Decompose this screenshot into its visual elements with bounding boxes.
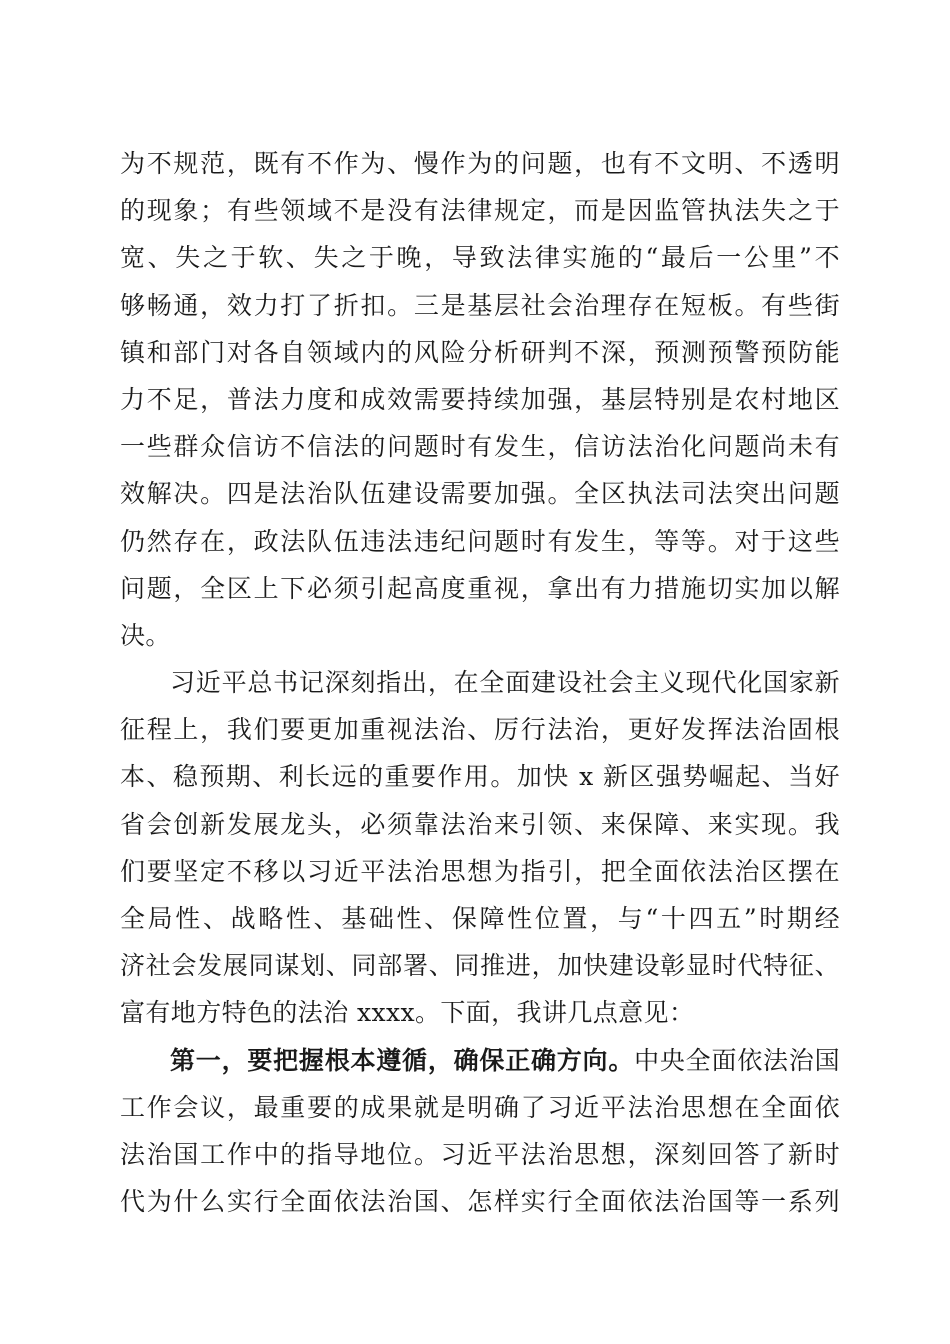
text-line: 工作会议，最重要的成果就是明确了习近平法治思想在全面依: [120, 1092, 840, 1122]
document-body: [120, 140, 840, 1225]
text-line: [120, 1037, 840, 1084]
text-line: 的现象；有些领域不是没有法律规定，而是因监管执法失之于: [120, 196, 840, 226]
section-heading: 第一，要把握根本遵循，确保正确方向。: [170, 1045, 635, 1075]
text-line: 一些群众信访不信法的问题时有发生，信访法治化问题尚未有: [120, 432, 840, 462]
text-line: 本、稳预期、利长远的重要作用。加快 x 新区强势崛起、当好: [120, 762, 840, 792]
paragraph: [120, 140, 840, 659]
text-line: 们要坚定不移以习近平法治思想为指引，把全面依法治区摆在: [120, 856, 840, 886]
text-run: 中央全面依法治国: [634, 1045, 840, 1075]
text-line: 全局性、战略性、基础性、保障性位置，与“十四五”时期经: [120, 904, 840, 933]
text-line: 问题，全区上下必须引起高度重视，拿出有力措施切实加以解: [120, 573, 840, 603]
text-line: 仍然存在，政法队伍违法违纪问题时有发生，等等。对于这些: [120, 526, 840, 556]
text-line: 效解决。四是法治队伍建设需要加强。全区执法司法突出问题: [120, 479, 840, 509]
text-line: 征程上，我们要更加重视法治、厉行法治，更好发挥法治固根: [120, 715, 840, 745]
text-line: 力不足，普法力度和成效需要持续加强，基层特别是农村地区: [120, 384, 840, 414]
text-line: 够畅通，效力打了折扣。三是基层社会治理存在短板。有些街: [120, 290, 840, 320]
text-line: 济社会发展同谋划、同部署、同推进，加快建设彰显时代特征、: [120, 951, 840, 981]
text-line: 为不规范，既有不作为、慢作为的问题，也有不文明、不透明: [120, 149, 840, 178]
paragraph: [120, 659, 840, 1037]
text-line: 省会创新发展龙头，必须靠法治来引领、来保障、来实现。我: [120, 809, 840, 839]
text-line: 决。: [120, 620, 171, 650]
paragraph: [120, 1037, 840, 1226]
text-line: 代为什么实行全面依法治国、怎样实行全面依法治国等一系列: [120, 1187, 840, 1217]
text-line: 宽、失之于软、失之于晚，导致法律实施的“最后一公里”不: [120, 243, 840, 273]
text-line: 习近平总书记深刻指出，在全面建设社会主义现代化国家新: [170, 668, 840, 698]
text-line: 富有地方特色的法治 xxxx。下面，我讲几点意见：: [120, 998, 695, 1028]
text-line: 镇和部门对各自领域内的风险分析研判不深，预测预警预防能: [120, 337, 840, 367]
text-line: 法治国工作中的指导地位。习近平法治思想，深刻回答了新时: [120, 1139, 840, 1169]
